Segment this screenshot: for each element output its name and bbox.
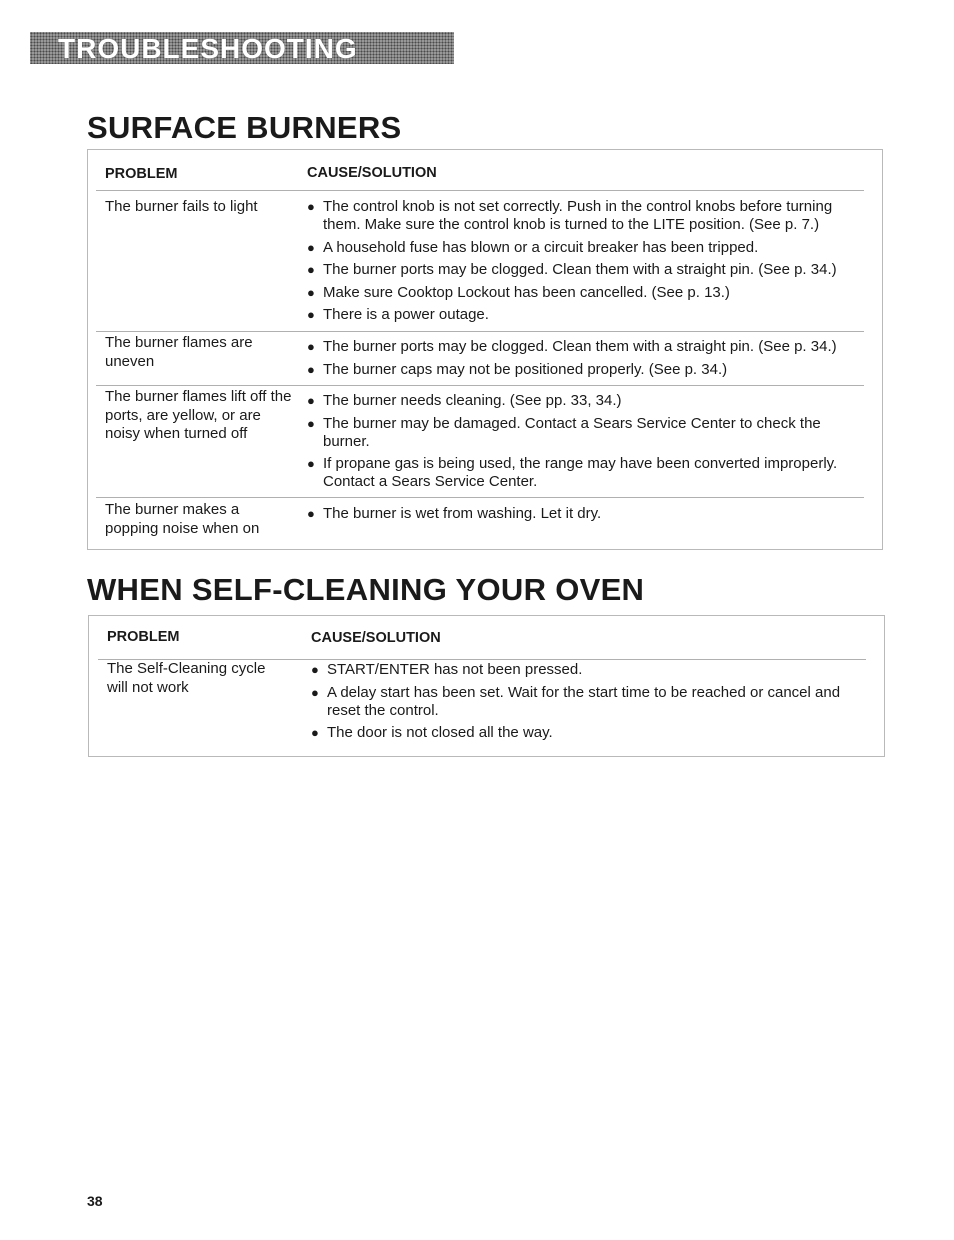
cause-item: ● START/ENTER has not been pressed. (311, 661, 583, 678)
cause-list (311, 661, 856, 747)
row-divider (96, 331, 864, 332)
cause-item: ● A delay start has been set. Wait for the start time to be reached or cancel and reset the control. (311, 683, 841, 719)
self-cleaning-table (88, 615, 885, 757)
cause-item: ● The burner ports may be clogged. Clean them with a straight pin. (See p. 34.) (307, 261, 837, 278)
section-title-surface-burners: SURFACE BURNERS (87, 110, 402, 145)
row-divider (96, 385, 864, 386)
cause-item: ● The control knob is not set correctly. Push in the control knobs before turning them. Make sure the control knob is turned to the LITE position. (See p. 7.) (307, 198, 833, 233)
header-divider (96, 190, 864, 191)
banner-title: TROUBLESHOOTING (58, 33, 358, 64)
cause-item: ● The burner ports may be clogged. Clean them with a straight pin. (See p. 34.) (307, 338, 837, 355)
troubleshooting-banner (30, 32, 454, 64)
cause-list (307, 392, 847, 496)
cause-item: ● A household fuse has blown or a circuit breaker has been tripped. (307, 238, 759, 256)
cause-item: ● The burner may be damaged. Contact a Sears Service Center to check the burner. (307, 414, 821, 450)
section-title-self-cleaning: WHEN SELF-CLEANING YOUR OVEN (87, 572, 645, 607)
cause-item: ● The burner caps may not be positioned properly. (See p. 34.) (307, 360, 728, 378)
cause-list (307, 198, 867, 329)
problem-text: The burner fails to light (105, 198, 258, 215)
row-divider (96, 497, 864, 498)
header-problem: PROBLEM (107, 629, 180, 645)
header-cause-solution: CAUSE/SOLUTION (307, 165, 437, 181)
cause-item: ● The burner is wet from washing. Let it dry. (307, 505, 602, 522)
problem-text: The burner flames are uneven (105, 334, 253, 370)
page-number: 38 (87, 1193, 103, 1209)
cause-item: ● The burner needs cleaning. (See pp. 33, 34.) (307, 392, 622, 409)
problem-text: The Self-Cleaning cycle will not work (107, 660, 266, 696)
header-cause-solution: CAUSE/SOLUTION (311, 630, 441, 646)
header-problem: PROBLEM (105, 166, 178, 182)
cause-item: ● There is a power outage. (307, 306, 489, 323)
cause-item: ● If propane gas is being used, the range may have been converted improperly. Contact a Sears Service Center. (307, 455, 838, 490)
cause-list (307, 338, 867, 383)
problem-text: The burner flames lift off the ports, are yellow, or are noisy when turned off (105, 388, 292, 442)
cause-list (307, 505, 867, 528)
surface-burners-table (87, 149, 883, 550)
cause-item: ● Make sure Cooktop Lockout has been cancelled. (See p. 13.) (307, 283, 730, 301)
problem-text: The burner makes a popping noise when on (105, 501, 260, 537)
cause-item: ● The door is not closed all the way. (311, 724, 553, 741)
